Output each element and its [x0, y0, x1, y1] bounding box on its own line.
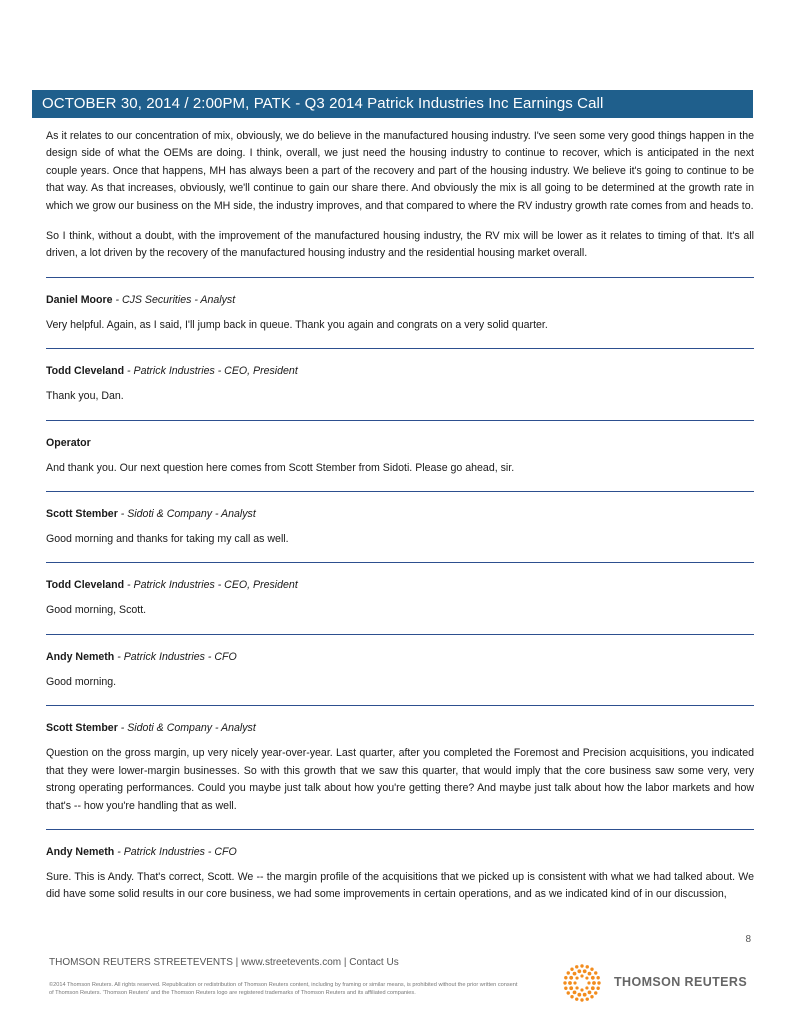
logo-dot: [577, 993, 581, 997]
speech-text: And thank you. Our next question here comes from Scott Stember from Sidoti. Please go ahead, sir.: [46, 461, 515, 474]
speaker-turn: [46, 278, 754, 348]
speaker-name: Scott Stember: [46, 508, 118, 521]
speaker-turn: [46, 830, 754, 918]
speaker-name: Todd Cleveland: [46, 365, 125, 378]
logo-dot: [596, 976, 599, 979]
logo-dot: [575, 986, 578, 989]
speaker-line: [46, 436, 754, 450]
logo-wordmark: THOMSON REUTERS: [614, 975, 748, 989]
speaker-affiliation: - Patrick Industries - CFO: [114, 845, 237, 858]
speaker-affiliation: - Sidoti & Company - Analyst: [117, 722, 256, 735]
logo-dot: [569, 986, 573, 990]
intro-paragraph-2: So I think, without a doubt, with the improvement of the manufactured housing industry, the RV mix will be lower as it relates to timing of that. It's all driven, a lot driven by the recovery of the manufactured housing industry and the residential housing market overall.: [46, 230, 754, 260]
speaker-name: Scott Stember: [46, 722, 118, 735]
intro-block: [46, 128, 754, 263]
logo-dot: [573, 972, 577, 976]
intro-paragraph-1: As it relates to our concentration of mix, obviously, we do believe in the manufactured housing industry. I've seen some very good things happen in the design side of what the OEMs are doing. I think, overall, we just need the housing industry to continue to recover, which is anticipated in the next couple years. Once that happens, MH has always been a part of the recovery and part of the housing industry. We believe it's going to continue to be that way. As that increases, obviously, we'll continue to gain our share there. And obviously the mix is all going to be determined at the growth rate in which we grow our business on the MH side, the industry improves, and that compared to where the RV industry growth rate comes from and heads to.: [46, 130, 754, 212]
page-number: 8: [745, 934, 751, 945]
logo-dot: [583, 993, 587, 997]
logo-dot: [575, 997, 578, 1000]
speaker-turn: [46, 492, 754, 562]
logo-dot: [590, 968, 593, 971]
logo-dot: [594, 991, 597, 994]
logo-dot: [580, 964, 583, 967]
speaker-name: Andy Nemeth: [46, 845, 115, 858]
logo-dot: [577, 969, 581, 973]
logo-dot: [563, 981, 566, 984]
speaker-affiliation: - Patrick Industries - CEO, President: [124, 579, 298, 592]
speech-text: Good morning, Scott.: [46, 604, 147, 617]
speaker-line: [46, 507, 754, 521]
logo-dot: [575, 965, 578, 968]
logo-dot: [586, 997, 589, 1000]
speaker-affiliation: - Sidoti & Company - Analyst: [117, 508, 256, 521]
speaker-line: [46, 578, 754, 592]
speaker-line: [46, 293, 754, 307]
logo-dot: [588, 990, 592, 994]
logo-dot: [583, 969, 587, 973]
logo-dot: [597, 981, 600, 984]
logo-dot: [594, 971, 597, 974]
speaker-turn: [46, 563, 754, 633]
page-header-banner: OCTOBER 30, 2014 / 2:00PM, PATK - Q3 2014 Patrick Industries Inc Earnings Call: [32, 90, 753, 118]
speaker-name: Todd Cleveland: [46, 579, 125, 592]
speaker-turns: [46, 277, 754, 918]
logo-dot-ring: [563, 964, 600, 1001]
logo-dot: [570, 968, 573, 971]
footer-legal-text: ©2014 Thomson Reuters. All rights reserved. Republication or redistribution of Thomson Reuters content, including by framing or similar means, is prohibited without the prior written consent of Thomson Reuters. 'Thomson Reuters' and the Thomson Reuters logo are registered trademarks of Thomson Reuters and its affiliated companies.: [49, 982, 518, 996]
logo-dot: [586, 965, 589, 968]
speaker-turn: [46, 635, 754, 705]
logo-dot: [592, 981, 596, 985]
logo-dot: [567, 991, 570, 994]
speech-text: Sure. This is Andy. That's correct, Scott. We -- the margin profile of the acquisitions that we picked up is consistent with what we had talked about. We did have some solid results in our core business, we had some improvements in certain operations, and as we indicated kind of in our discussion,: [46, 870, 754, 901]
speaker-affiliation: - Patrick Industries - CFO: [114, 650, 237, 663]
speaker-turn: [46, 349, 754, 419]
speaker-line: [46, 650, 754, 664]
speaker-name: Andy Nemeth: [46, 650, 115, 663]
speaker-turn: [46, 421, 754, 491]
logo-dot: [580, 988, 583, 991]
footer-brand-line: THOMSON REUTERS STREETEVENTS | www.streetevents.com | Contact Us: [49, 957, 399, 968]
speaker-affiliation: - Patrick Industries - CEO, President: [124, 365, 298, 378]
speaker-name: Daniel Moore: [46, 293, 113, 306]
logo-dot: [585, 986, 588, 989]
logo-dot: [596, 987, 599, 990]
speaker-line: [46, 364, 754, 378]
speech-text: Good morning and thanks for taking my call as well.: [46, 533, 289, 546]
logo-dot: [564, 987, 567, 990]
logo-dot: [591, 976, 595, 980]
logo-dot: [573, 981, 576, 984]
logo-dot: [588, 972, 592, 976]
speaker-affiliation: - CJS Securities - Analyst: [112, 293, 236, 306]
transcript-body: [46, 128, 754, 918]
speech-text: Good morning.: [46, 675, 117, 688]
logo-dot: [568, 981, 572, 985]
logo-dot: [590, 995, 593, 998]
logo-dot: [570, 995, 573, 998]
speech-text: Very helpful. Again, as I said, I'll jump back in queue. Thank you again and congrats on a very solid quarter.: [46, 318, 548, 331]
logo-dot: [569, 976, 573, 980]
logo-dot: [587, 981, 590, 984]
speech-text: Question on the gross margin, up very nicely year-over-year. Last quarter, after you completed the Foremost and Precision acquisitions, you indicated that they were lower-margin businesses. So with this growth that we saw this quarter, that would imply that the core business saw some very, very strong operating performances. Could you maybe just talk about how you're getting there? And maybe just talk about how the labor markets and how that's -- how you're handling that as well.: [46, 747, 754, 812]
logo-dot: [567, 971, 570, 974]
logo-dot: [580, 974, 583, 977]
logo-dot: [573, 990, 577, 994]
speaker-name: Operator: [46, 436, 91, 449]
speaker-line: [46, 845, 754, 859]
logo-dot: [585, 976, 588, 979]
speaker-line: [46, 721, 754, 735]
logo-dot: [591, 986, 595, 990]
logo-dot: [564, 976, 567, 979]
speaker-turn: [46, 706, 754, 829]
logo-dot: [580, 998, 583, 1001]
logo-dot: [575, 976, 578, 979]
speech-text: Thank you, Dan.: [46, 390, 124, 403]
